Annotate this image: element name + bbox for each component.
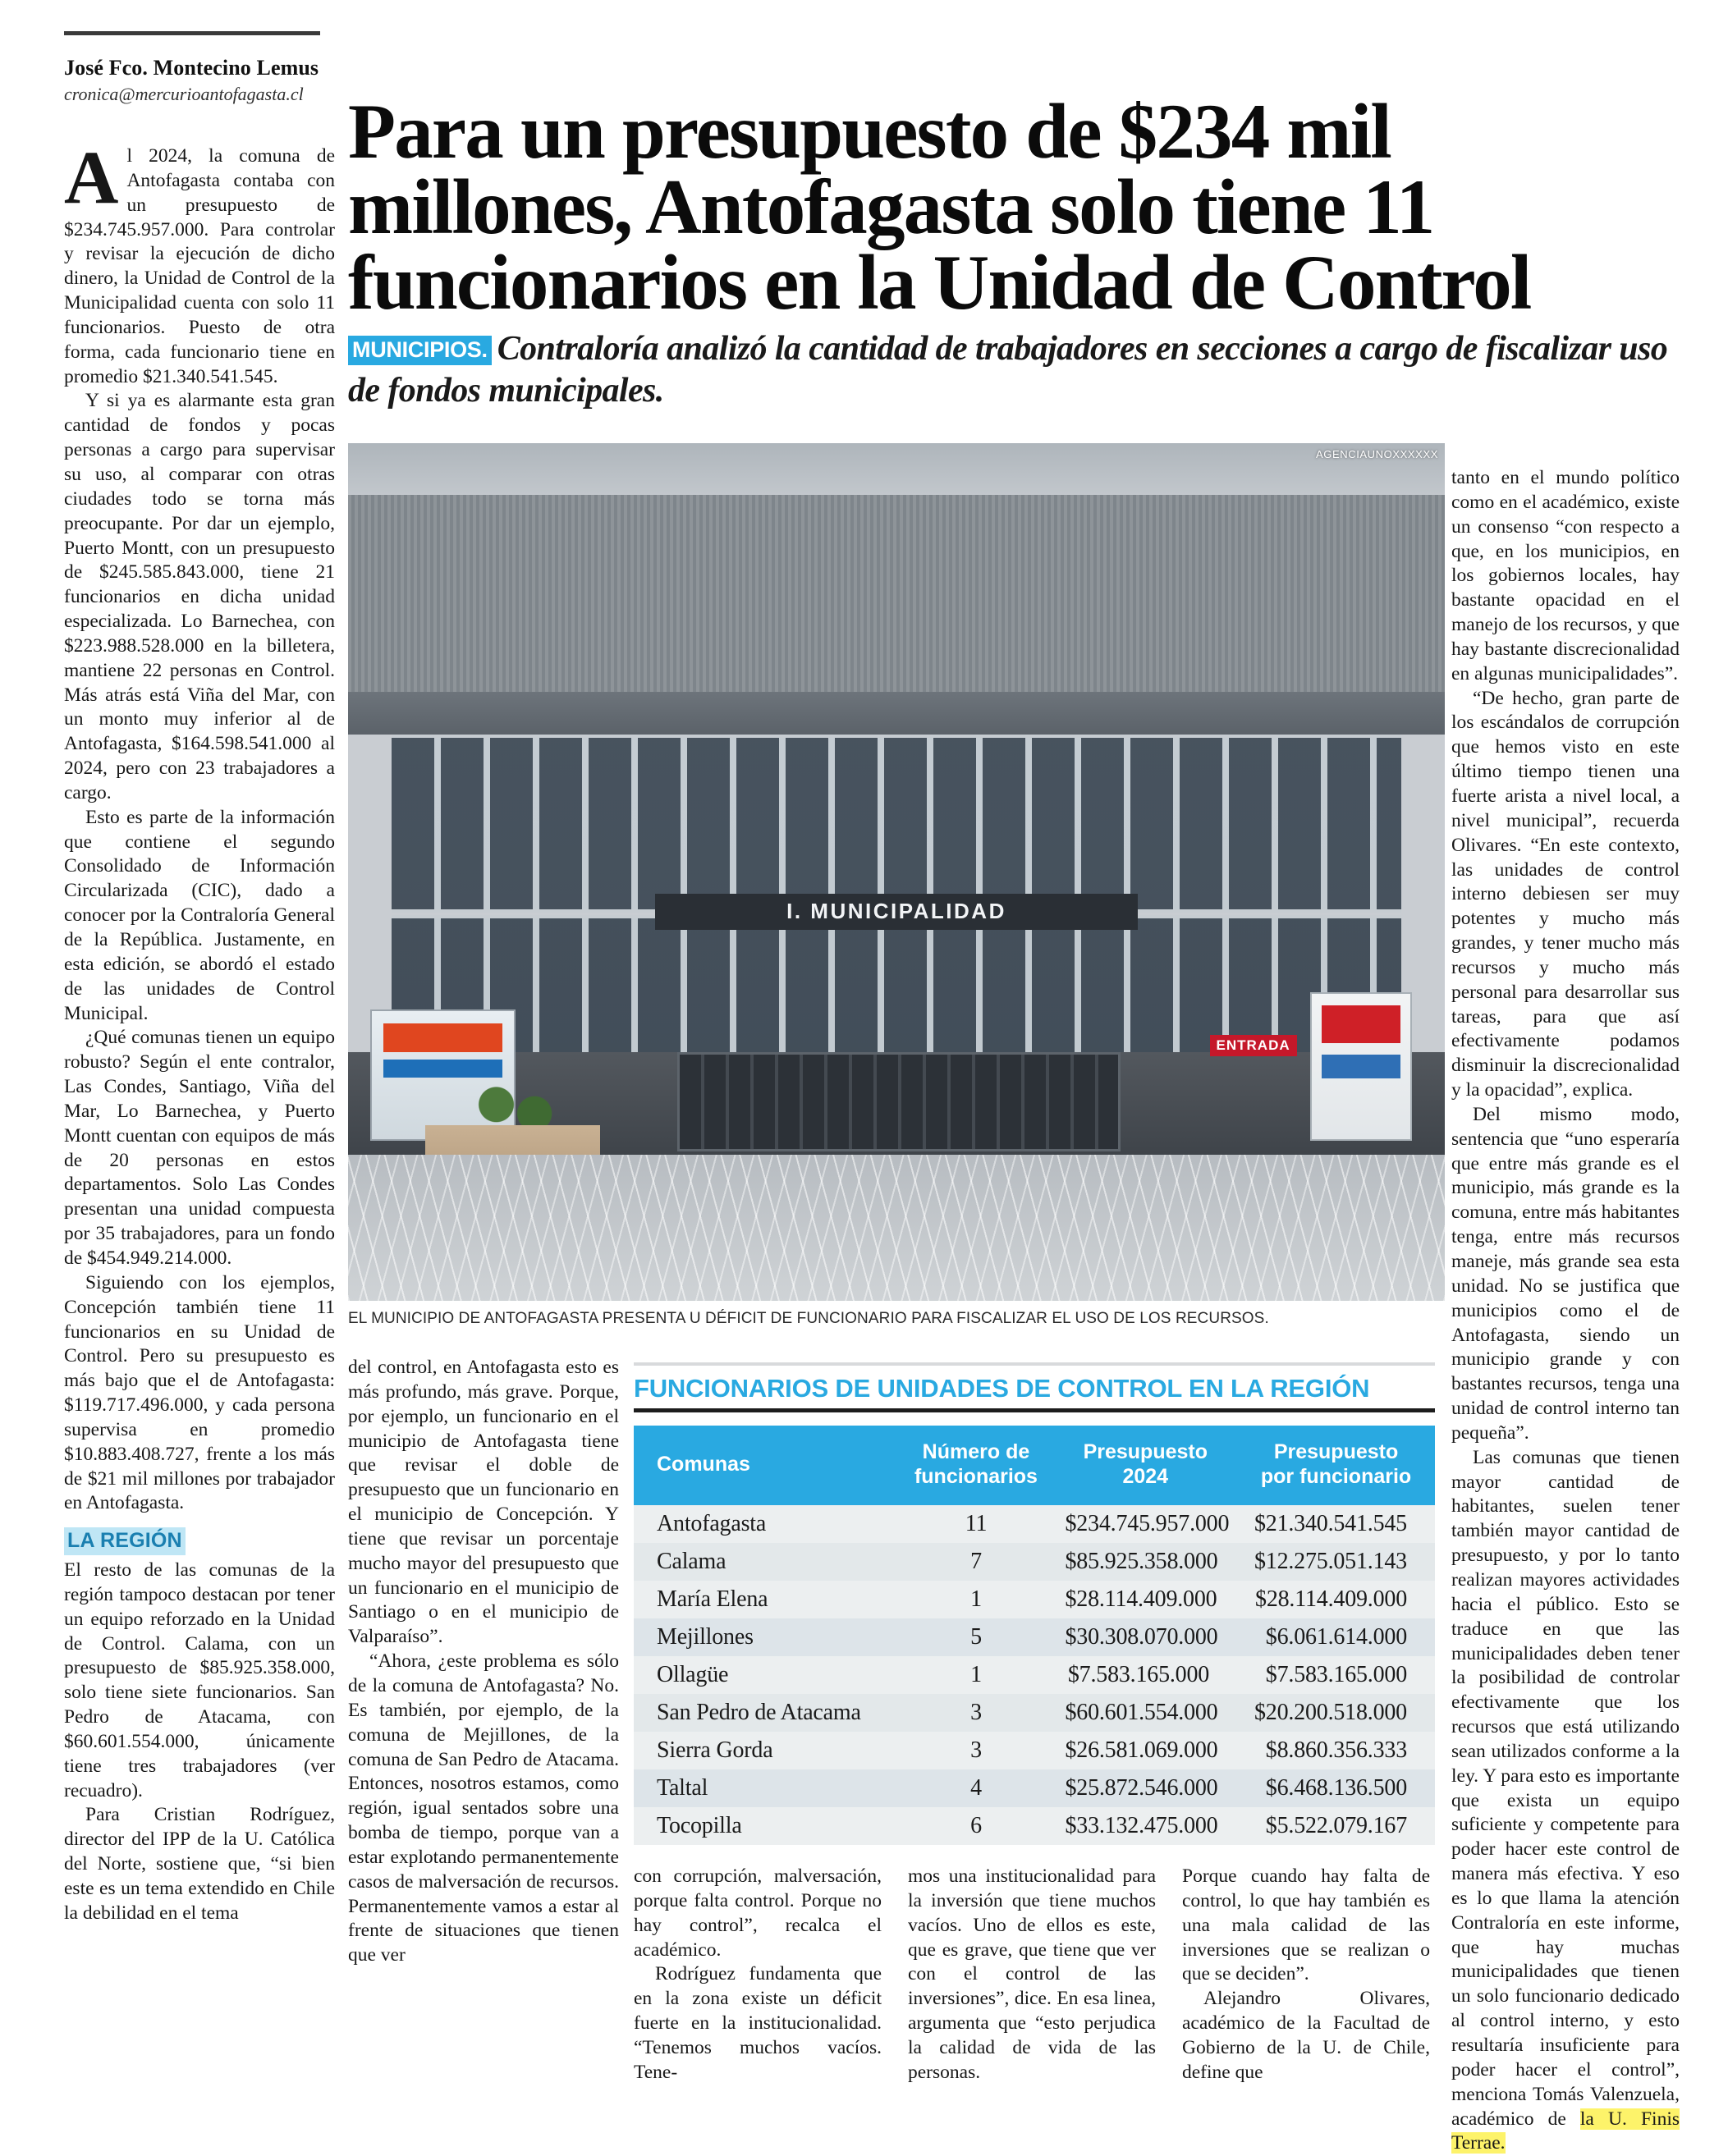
highlighted-text: la U. Finis Terrae.	[1451, 2108, 1680, 2154]
table-rule-top	[634, 1362, 1435, 1366]
paragraph: Y si ya es alarmante esta gran cantidad de fondos y pocas personas a cargo para supervisar su uso, al comparar con otras ciudades todo se torna más preocupante. Por dar un ejemplo, Puerto Montt, con un presupuesto de $245.585.843.000, tiene 21 funcionarios en dicha unidad especializada. Lo Barnechea, con $223.988.528.000 en la billetera, mantiene 22 personas en Control. Más atrás está Viña del Mar, con un monto muy inferior al de Antofagasta, $164.598.541.000 al 2024, pero con 23 trabajadores a cargo.	[64, 390, 335, 803]
table-row	[634, 1618, 1435, 1656]
cell-presupuesto: $60.601.554.000	[1065, 1700, 1218, 1725]
entrance-sign: ENTRADA	[1210, 1035, 1297, 1056]
table-infographic	[634, 1362, 1435, 1845]
cell-funcionarios: 1	[970, 1662, 982, 1687]
paragraph: Para Cristian Rodríguez, director del IPP de la U. Católica del Norte, sostiene que, “si bien este es un tema extendido en Chile la debilidad en el tema	[64, 1804, 335, 1924]
table-row	[634, 1807, 1435, 1845]
paragraph: Alejandro Olivares, académico de la Facultad de Gobierno de la U. de Chile, define que	[1182, 1988, 1430, 2083]
cell-presupuesto-por-funcionario: $12.275.051.143	[1254, 1549, 1407, 1574]
paragraph: Del mismo modo, sentencia que “uno esperaría que entre más grande es el municipio, más grande es la comuna, entre más habitantes tenga, entre más recursos maneje, más grande sea esta unidad. No se justifica que municipios como el de Antofagasta, siendo un municipio grande y con bastantes recursos, tenga una unidad de control interno tan pequeña”.	[1451, 1103, 1680, 1444]
photo-plaza	[348, 1155, 1445, 1301]
cell-presupuesto: $7.583.165.000	[1067, 1662, 1210, 1687]
paragraph: tanto en el mundo político como en el académico, existe un consenso “con respecto a que, en los municipios, en los gobiernos locales, hay bastante opacidad en el manejo de los recursos, y que hay bastante discrecionalidad en algunas municipalidades”.	[1451, 467, 1680, 684]
subtitle-text: Contraloría analizó la cantidad de trabajadores en secciones a cargo de fiscalizar uso de fondos municipales.	[348, 330, 1668, 410]
header-line-1: Número de	[922, 1440, 1030, 1463]
table-header	[634, 1426, 1435, 1505]
cell-presupuesto-por-funcionario: $20.200.518.000	[1254, 1700, 1407, 1725]
table-row	[634, 1543, 1435, 1581]
paragraph: “De hecho, gran parte de los escándalos de corrupción que hemos visto en este último tiempo tienen una fuerte arista a nivel local, a nivel municipal”, recuerda Olivares. “En este contexto, las unidades de control interno debiesen ser muy potentes y mucho más grandes, y tener mucho más recursos y mucho más personal para desarrollar sus tareas, para que así efectivamente podamos disminuir la discrecionalidad y la opacidad”, explica.	[1451, 687, 1680, 1101]
table-title: FUNCIONARIOS DE UNIDADES DE CONTROL EN LA REGIÓN	[634, 1374, 1370, 1403]
paragraph-text: Las comunas que tienen mayor cantidad de habitantes, suelen tener también mayor cantidad de presupuesto, y por lo tanto realizan mayores actividades hacia el público. Esto se traduce en que las municipalidades deben tener la posibilidad de controlar efectivamente que los recursos que está utilizando sean utilizados conforme a la ley. Y para esto es importante que exista un equipo suficiente y competente para poder hacer este control de manera más efectiva. Y eso es lo que llama la atención Contraloría en este informe, que hay muchas municipalidades que tienen un solo funcionario dedicado al control interno, y esto resultaría insuficiente para poder hacer el control”, menciona Tomás Valenzuela, académico de	[1451, 1446, 1680, 2130]
cell-comuna: Mejillones	[657, 1624, 754, 1650]
section-kicker: MUNICIPIOS.	[348, 336, 492, 365]
body-column-2	[348, 1356, 619, 1968]
byline-top-rule	[64, 31, 320, 35]
photo-sky	[348, 443, 1445, 495]
cell-funcionarios: 5	[970, 1624, 982, 1650]
byline-author: José Fco. Montecino Lemus	[64, 56, 319, 80]
cell-comuna: San Pedro de Atacama	[657, 1700, 861, 1725]
control-units-table	[634, 1426, 1435, 1845]
body-column-bottom-1	[634, 1865, 882, 2085]
cell-presupuesto: $30.308.070.000	[1065, 1624, 1218, 1650]
column-header-numero-funcionarios	[898, 1426, 1053, 1505]
table-row	[634, 1694, 1435, 1732]
cell-presupuesto-por-funcionario: $21.340.541.545	[1254, 1511, 1407, 1536]
table-header-row	[634, 1426, 1435, 1505]
cell-funcionarios: 3	[970, 1700, 982, 1725]
header-line-2: funcionarios	[914, 1464, 1038, 1488]
cell-presupuesto: $33.132.475.000	[1065, 1813, 1218, 1838]
body-column-bottom-2	[908, 1865, 1156, 2085]
table-row	[634, 1505, 1435, 1543]
cell-comuna: Tocopilla	[657, 1813, 742, 1838]
cell-funcionarios: 3	[970, 1737, 982, 1763]
table-row	[634, 1732, 1435, 1769]
photo-caption: EL MUNICIPIO DE ANTOFAGASTA PRESENTA U DÉFICIT DE FUNCIONARIO PARA FISCALIZAR EL USO DE LOS RECURSOS.	[348, 1310, 1269, 1327]
table-row	[634, 1656, 1435, 1694]
paragraph: Rodríguez fundamenta que en la zona existe un déficit fuerte en la institucionalidad. “Tenemos muchos vacíos. Tene-	[634, 1963, 882, 2083]
header-line-2: por funcionario	[1260, 1464, 1412, 1488]
paragraph: El resto de las comunas de la región tampoco destacan por tener un equipo reforzado en la Unidad de Control. Calama, con un presupuesto de $85.925.358.000, solo tiene siete funcionarios. San Pedro de Atacama, con $60.601.554.000, únicamente tiene tres trabajadores (ver recuadro).	[64, 1559, 335, 1801]
photo-floor-upper	[392, 735, 1400, 913]
photo-banner-right	[1310, 992, 1412, 1142]
cell-funcionarios: 11	[965, 1511, 988, 1536]
byline-email[interactable]: cronica@mercurioantofagasta.cl	[64, 83, 304, 104]
paragraph: Al 2024, la comuna de Antofagasta contaba con un presupuesto de $234.745.957.000. Para controlar y revisar la ejecución de dicho dinero, la Unidad de Control de la Municipalidad cuenta con solo 11 funcionarios. Puesto de otra forma, cada funcionario tiene en promedio $21.340.541.545.	[64, 135, 335, 387]
cell-presupuesto: $85.925.358.000	[1065, 1549, 1218, 1574]
byline	[64, 56, 335, 105]
cell-funcionarios: 4	[970, 1775, 982, 1801]
photo-canopy	[348, 692, 1445, 735]
cell-comuna: Ollagüe	[657, 1662, 729, 1687]
cell-presupuesto-por-funcionario: $8.860.356.333	[1265, 1737, 1407, 1763]
article-photo	[348, 443, 1445, 1301]
paragraph: “Ahora, ¿este problema es sólo de la comuna de Antofagasta? No. Es también, por ejemplo, de la comuna de Mejillones, de la comuna de San Pedro de Atacama. Entonces, nosotros estamos, como región, igual sentados sobre una bomba de tiempo, porque van a estar explotando permanentemente casos de malversación de recursos. Permanentemente vamos a estar al frente de situaciones que tienen que ver	[348, 1650, 619, 1966]
photo-facade-upper	[348, 495, 1445, 701]
cell-presupuesto: $28.114.409.000	[1065, 1586, 1217, 1612]
paragraph: mos una institucionalidad para la inversión que tiene muchos vacíos. Uno de ellos es este, que es grave, que tiene que ver con el control de las inversiones”, dice. En esa linea, argumenta que “esto perjudica la calidad de vida de las personas.	[908, 1865, 1156, 2083]
header-line-1: Presupuesto	[1273, 1440, 1399, 1463]
column-header-presupuesto-2024	[1053, 1426, 1237, 1505]
table-rule-bottom	[634, 1408, 1435, 1412]
cell-presupuesto-por-funcionario: $6.468.136.500	[1265, 1775, 1407, 1801]
paragraph	[1451, 1446, 1680, 2156]
paragraph: con corrupción, malversación, porque falta control. Porque no hay control”, recalca el académico.	[634, 1865, 882, 1961]
body-column-1	[64, 135, 335, 1926]
page-title: Para un presupuesto de $234 mil millones, Antofagasta solo tiene 11 funcionarios en la Unidad de Control	[348, 87, 1531, 326]
subtitle-block	[348, 328, 1694, 412]
cell-funcionarios: 7	[970, 1549, 982, 1574]
paragraph: Esto es parte de la información que contiene el segundo Consolidado de Información Circularizada (CIC), dado a conocer por la Contraloría General de la República. Justamente, en esta edición, se abordó el estado de las unidades de Control Municipal.	[64, 806, 335, 1024]
table-body	[634, 1505, 1435, 1845]
body-column-right	[1451, 466, 1680, 2156]
photo-credit: AGENCIAUNOXXXXXX	[1315, 448, 1438, 460]
cell-presupuesto-por-funcionario: $6.061.614.000	[1265, 1624, 1407, 1650]
cell-funcionarios: 6	[970, 1813, 982, 1838]
table-row	[634, 1769, 1435, 1807]
photo-entrance-doors	[677, 1052, 1121, 1151]
header-line-1: Presupuesto	[1083, 1440, 1208, 1463]
header-line-1: Comunas	[657, 1452, 750, 1476]
paragraph: ¿Qué comunas tienen un equipo robusto? Según el ente contralor, Las Condes, Santiago, Viña del Mar, Lo Barnechea, y Puerto Montt cuentan con equipos de más de 20 personas en estos departamentos. Solo Las Condes presentan una unidad compuesta por 35 trabajadores, para un fondo de $454.949.214.000.	[64, 1027, 335, 1269]
cell-comuna: Antofagasta	[657, 1511, 767, 1536]
cell-presupuesto-por-funcionario: $5.522.079.167	[1265, 1813, 1407, 1838]
paragraph: Siguiendo con los ejemplos, Concepción también tiene 11 funcionarios en su Unidad de Control. Pero su presupuesto es más bajo que el de Antofagasta: $119.717.496.000, y cada persona supervisa en promedio $10.883.408.727, frente a los más de $21 mil millones por trabajador en Antofagasta.	[64, 1271, 335, 1514]
header-line-2: 2024	[1122, 1464, 1169, 1488]
cell-comuna: Calama	[657, 1549, 726, 1574]
table-row	[634, 1581, 1435, 1618]
body-column-bottom-3	[1182, 1865, 1430, 2085]
cell-funcionarios: 1	[970, 1586, 982, 1612]
cell-presupuesto-por-funcionario: $7.583.165.000	[1265, 1662, 1407, 1687]
municipality-sign: I. MUNICIPALIDAD	[655, 894, 1138, 930]
paragraph: Porque cuando hay falta de control, lo que hay también es una mala calidad de las inversiones que se realizan o que se deciden”.	[1182, 1865, 1430, 1985]
photo-windows-upper	[392, 738, 1400, 909]
column-header-comunas	[634, 1426, 898, 1505]
cell-presupuesto: $25.872.546.000	[1065, 1775, 1218, 1801]
cell-comuna: María Elena	[657, 1586, 768, 1612]
column-header-presupuesto-por-funcionario	[1237, 1426, 1435, 1505]
cell-presupuesto: $26.581.069.000	[1065, 1737, 1218, 1763]
cell-comuna: Sierra Gorda	[657, 1737, 773, 1763]
cell-comuna: Taltal	[657, 1775, 708, 1801]
paragraph: del control, en Antofagasta esto es más profundo, más grave. Porque, por ejemplo, un funcionario en el municipio de Antofagasta tiene que revisar el doble de presupuesto que un funcionario en el municipio de Concepción. Y tiene que revisar un porcentaje mucho mayor del presupuesto que un funcionario en el municipio de Santiago o en el municipio de Valparaíso”.	[348, 1357, 619, 1648]
cell-presupuesto: $234.745.957.000	[1065, 1511, 1230, 1536]
cell-presupuesto-por-funcionario: $28.114.409.000	[1255, 1586, 1407, 1612]
section-heading: LA REGIÓN	[64, 1527, 186, 1555]
